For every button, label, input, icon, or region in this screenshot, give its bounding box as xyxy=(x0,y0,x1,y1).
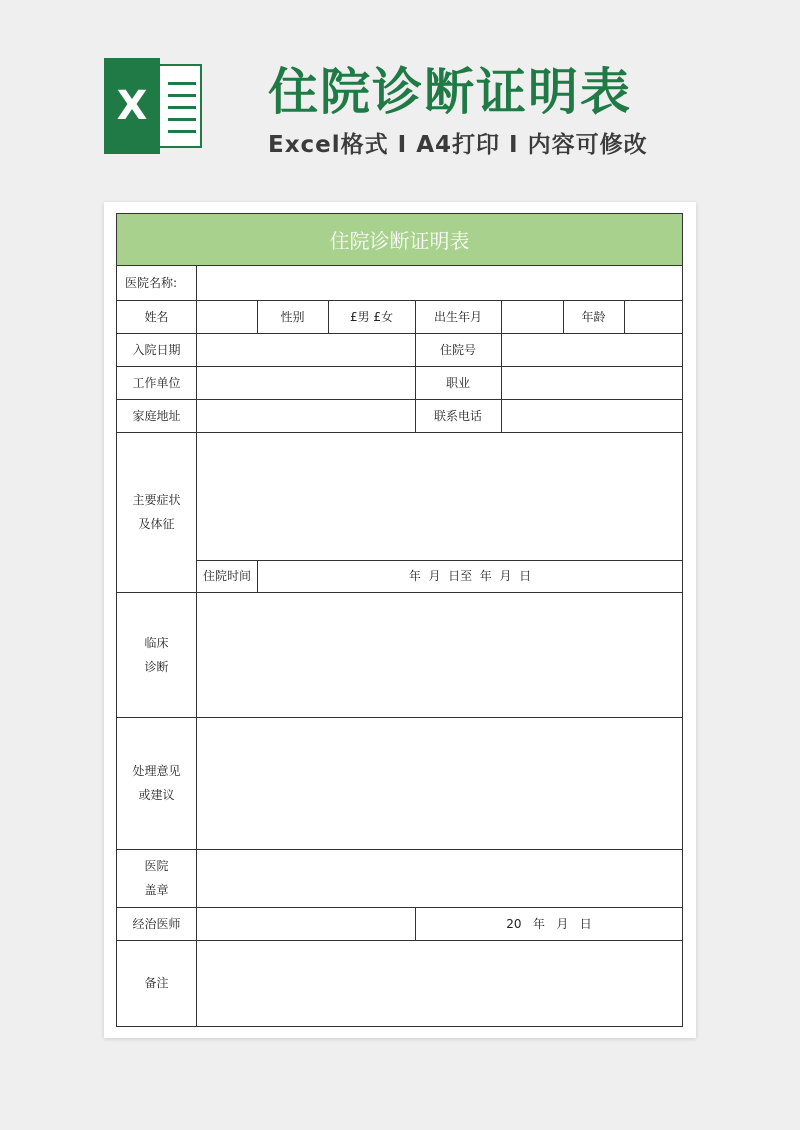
admission-no-label: 住院号 xyxy=(439,342,476,357)
advice-label xyxy=(117,717,196,849)
seal-field[interactable] xyxy=(197,849,682,907)
gender-label: 性别 xyxy=(280,309,305,324)
symptoms-field[interactable] xyxy=(197,432,682,560)
diagnosis-label xyxy=(117,592,196,717)
admission-date-field[interactable] xyxy=(197,333,415,366)
birth-field[interactable] xyxy=(502,300,563,333)
paper xyxy=(104,202,696,1038)
age-field[interactable] xyxy=(625,300,682,333)
phone-label: 联系电话 xyxy=(433,408,482,423)
advice-field[interactable] xyxy=(197,717,682,849)
form-title: 住院诊断证明表 xyxy=(117,214,682,266)
diagnosis-label-line2: 诊断 xyxy=(144,659,169,674)
diagnosis-label-line1: 临床 xyxy=(144,635,169,650)
symptoms-label xyxy=(117,432,196,592)
remarks-label: 备注 xyxy=(144,976,169,990)
occupation-label: 职业 xyxy=(445,375,470,390)
admission-date-label: 入院日期 xyxy=(132,342,181,357)
address-field[interactable] xyxy=(197,399,415,432)
occupation-field[interactable] xyxy=(502,366,682,399)
gender-options[interactable]: £男 £女 xyxy=(349,309,394,324)
admission-no-field[interactable] xyxy=(502,333,682,366)
phone-field[interactable] xyxy=(502,399,682,432)
seal-label-line2: 盖章 xyxy=(144,883,169,897)
employer-label: 工作单位 xyxy=(132,375,181,390)
sign-date[interactable]: 20 年 月 日 xyxy=(506,916,592,931)
symptoms-label-line2: 及体征 xyxy=(138,517,175,531)
birth-label: 出生年月 xyxy=(433,309,482,324)
advice-label-line1: 处理意见 xyxy=(132,764,181,778)
advice-label-line2: 或建议 xyxy=(138,788,175,802)
logo-letter: X xyxy=(104,58,160,154)
hospital-name-label: 医院名称: xyxy=(125,276,178,290)
stay-dates[interactable]: 年 月 日至 年 月 日 xyxy=(408,569,532,583)
name-label: 姓名 xyxy=(144,309,169,324)
age-label: 年龄 xyxy=(581,309,606,324)
remarks-field[interactable] xyxy=(197,940,682,1026)
seal-label-line1: 医院 xyxy=(144,859,169,873)
diagnosis-field[interactable] xyxy=(197,592,682,717)
page-title: 住院诊断证明表 xyxy=(268,63,632,121)
page-header xyxy=(0,0,800,190)
stay-label: 住院时间 xyxy=(202,569,251,583)
name-field[interactable] xyxy=(197,300,257,333)
address-label: 家庭地址 xyxy=(132,408,181,423)
excel-logo-icon xyxy=(104,58,204,154)
doctor-label: 经治医师 xyxy=(132,916,181,931)
doctor-field[interactable] xyxy=(197,907,415,940)
seal-label xyxy=(117,849,196,907)
hospital-name-field[interactable] xyxy=(197,266,682,300)
symptoms-label-line1: 主要症状 xyxy=(132,493,181,507)
employer-field[interactable] xyxy=(197,366,415,399)
page-subtitle: Excel格式 I A4打印 I 内容可修改 xyxy=(268,132,648,158)
diagnosis-form xyxy=(116,213,683,1027)
